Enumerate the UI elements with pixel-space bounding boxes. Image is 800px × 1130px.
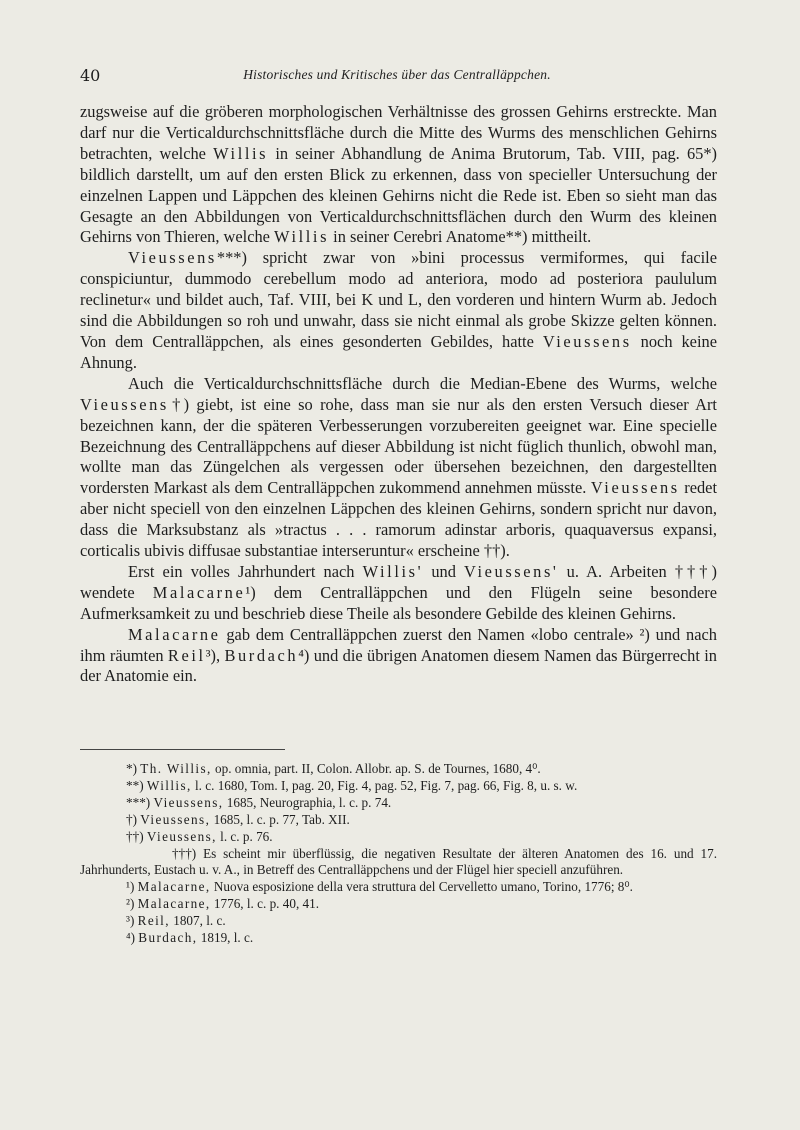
footnotes	[80, 761, 717, 947]
paragraph-2	[80, 248, 717, 373]
text-span: noch keine Ahnung.	[80, 331, 717, 372]
footnote-mark: †††)	[172, 845, 197, 861]
footnote	[80, 896, 717, 913]
author-name: Vieussens	[590, 478, 680, 498]
footnote-author: Malacarne,	[137, 896, 211, 912]
footnote-text: l. c. 1680, Tom. I, pag. 20, Fig. 4, pag. 52, Fig. 7, pag. 66, Fig. 8, u. s. w.	[191, 777, 578, 793]
author-name: Burdach	[224, 645, 299, 665]
footnote-text: Nuova esposizione della vera struttura del Cervelletto umano, Torino, 1776; 8⁰.	[210, 879, 633, 895]
footnote-mark: ††)	[126, 828, 144, 844]
footnote	[80, 829, 717, 846]
text-span: gab dem Centralläppchen zuerst den Namen «lobo centrale» ²) und nach ihm räumten	[80, 624, 717, 665]
text-span: ¹) dem Centralläppchen und den Flügeln seine besondere Aufmerksamkeit zu und beschrieb diese Theile als besondere Gebilde des kleinen Gehirns.	[80, 582, 717, 623]
footnote-mark: ¹)	[126, 879, 135, 895]
footnote-author: Vieussens,	[153, 794, 224, 810]
footnote-divider	[80, 749, 285, 750]
footnote-text: 1776, l. c. p. 40, 41.	[210, 896, 320, 912]
footnote-mark: ³)	[126, 913, 135, 929]
footnote-text: 1685, l. c. p. 77, Tab. XII.	[210, 811, 350, 827]
footnote	[80, 930, 717, 947]
author-name: Reil	[167, 645, 206, 665]
footnote	[80, 778, 717, 795]
text-span: Erst ein volles Jahrhundert nach	[128, 561, 363, 581]
author-name: Willis'	[362, 561, 424, 581]
footnote-text: 1807, l. c.	[169, 913, 226, 929]
footnote	[80, 846, 717, 880]
author-name: Willis	[213, 143, 269, 163]
author-name: Vieussens	[542, 331, 632, 351]
footnote-mark: *)	[126, 761, 137, 776]
footnote-text: 1819, l. c.	[197, 930, 254, 946]
text-span: redet aber nicht speciell von den einzelnen Läppchen des kleinen Gehirns, sondern spricht nur davon, dass die Marksubstanz als »tractus . . . ramorum adinstar arboris, quaquaversus expansi, corticalis ubivis diffusae substantiae interseruntur« erscheine ††).	[80, 478, 718, 561]
text-span: †) giebt, ist eine so rohe, dass man sie nur als den ersten Versuch dieser Art bezeichnen kann, der die späteren Verbesserungen vorzubereiten geeignet war. Eine specielle Bezeichnung des Centralläppchens auf dieser Abbildung ist nicht füglich thunlich, obwohl man, wollte man das Züngelchen als vergessen oder übersehen bezeichnen, den dargestellten vordersten Markast als dem Centralläppchen zukommend annehmen müsste.	[80, 394, 717, 498]
text-span: ⁴) und die übrigen Anatomen diesem Namen das Bürgerrecht in der Anatomie ein.	[80, 645, 717, 686]
footnote	[80, 795, 717, 812]
footnote-author: Reil,	[137, 913, 170, 929]
footnote-text: Es scheint mir überflüssig, die negativen Resultate der älteren Anatomen des 16. und 17. Jahrhunderts, Eustach u. v. A., in Betreff des Centralläppchens und der Flügel hier speciell anzuführen.	[80, 845, 717, 878]
text-span: ***) spricht zwar von »bini processus vermiformes, qui facile conspiciuntur, dummodo cerebellum modo ad anteriora, modo ad posteriora paululum reclinetur« und bildet auch, Taf. VIII, bei K und L, den vorderen und hintern Wurm ab. Jedoch sind die Abbildungen so roh und unwahr, dass sie nicht einmal als grobe Skizze gelten können. Von dem Centralläppchen, als eines gesonderten Gebildes, hatte	[80, 248, 717, 351]
body-text	[80, 102, 717, 687]
paragraph-3	[80, 374, 717, 562]
text-span: u. A. Arbeiten †††) wendete	[80, 561, 717, 602]
footnote-author: Vieussens,	[146, 828, 217, 844]
page-number: 40	[80, 66, 101, 85]
footnote-author: Willis,	[146, 777, 192, 793]
text-span: und	[423, 561, 465, 581]
footnote-author: Burdach,	[138, 930, 198, 946]
footnote-author: Th. Willis,	[140, 761, 212, 776]
footnote-text: 1685, Neurographia, l. c. p. 74.	[223, 794, 392, 810]
author-name: Vieussens'	[464, 561, 559, 581]
text-span: in seiner Cerebri Anatome**) mittheilt.	[329, 227, 592, 247]
author-name: Vieussens	[128, 248, 217, 268]
text-span: Auch die Verticaldurchschnittsfläche durch die Median-Ebene des Wurms, welche	[128, 373, 717, 393]
footnote-mark: †)	[126, 811, 137, 827]
text-span: zugsweise auf die gröberen morphologischen Verhältnisse des grossen Gehirns erstreckte. Man darf nur die Verticaldurchschnittsfläche durch die Mitte des Wurms des menschlichen Gehirns betrachten, welche	[80, 102, 717, 163]
footnote	[80, 879, 717, 896]
author-name: Vieussens	[80, 394, 169, 414]
footnote-mark: ⁴)	[126, 930, 135, 946]
running-title: Historisches und Kritisches über das Centralläppchen.	[243, 67, 551, 82]
text-span: in seiner Abhandlung de Anima Brutorum, Tab. VIII, pag. 65*) bildlich darstellt, um auf den ersten Blick zu erkennen, dass von specieller Untersuchung der einzelnen Lappen und Läppchen des kleinen Gehirns nicht die Rede ist. Eben so sieht man das Gesagte an den Abbildungen von Verticaldurchschnittsflächen durch den Wurm des kleinen Gehirns von Thieren, welche	[80, 143, 717, 247]
footnote	[80, 761, 717, 778]
paragraph-4	[80, 562, 717, 625]
page-header	[80, 66, 714, 88]
author-name: Malacarne	[128, 624, 221, 644]
footnote-text: op. omnia, part. II, Colon. Allobr. ap. S. de Tournes, 1680, 4⁰.	[211, 761, 541, 776]
footnote-mark: **)	[126, 777, 144, 793]
author-name: Malacarne	[152, 582, 246, 602]
footnote-author: Malacarne,	[137, 879, 211, 895]
footnote-text: l. c. p. 76.	[216, 828, 273, 844]
paragraph-5	[80, 625, 717, 688]
footnote-mark: ***)	[126, 794, 151, 810]
text-span: ³),	[205, 645, 225, 665]
footnote	[80, 913, 717, 930]
footnote	[80, 812, 717, 829]
author-name: Willis	[274, 227, 330, 247]
paragraph-1	[80, 102, 717, 248]
footnote-author: Vieussens,	[140, 811, 211, 827]
footnote-mark: ²)	[126, 896, 135, 912]
